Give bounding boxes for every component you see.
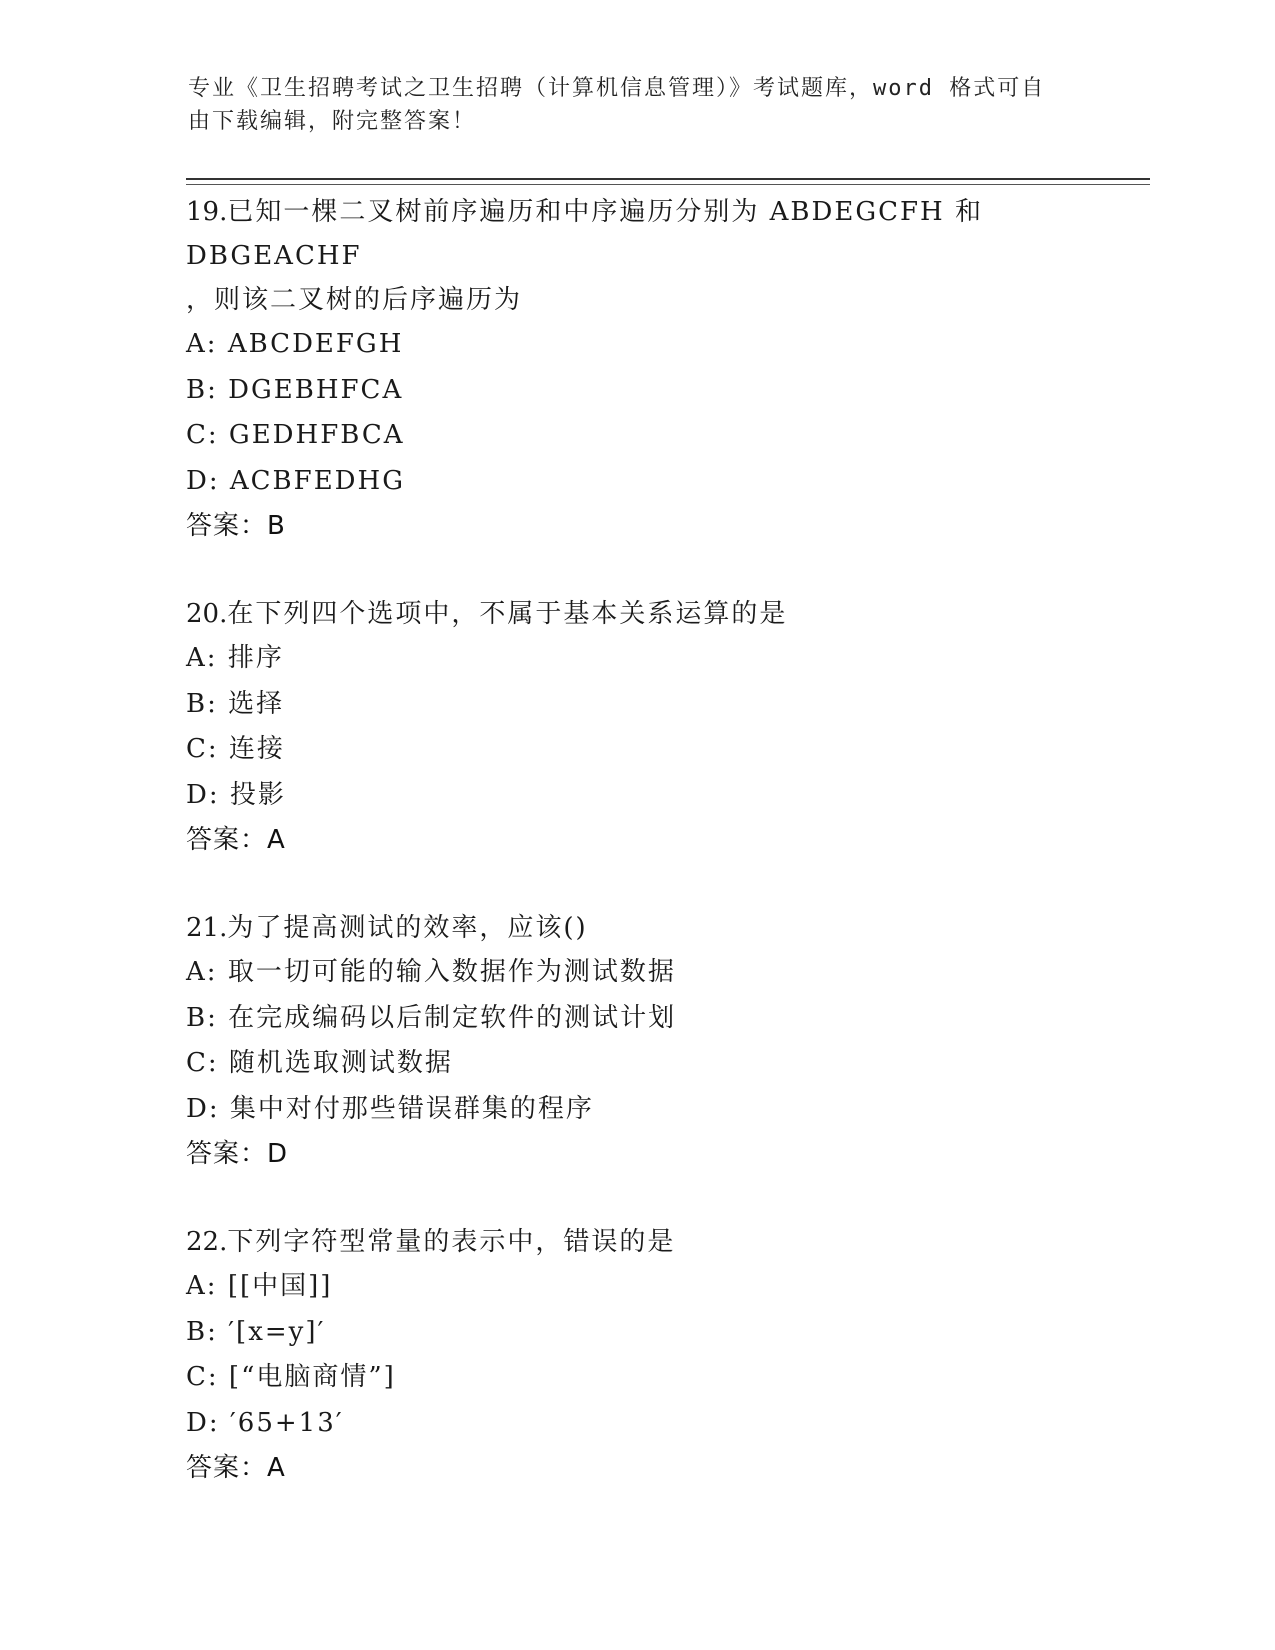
option-text: 投影 [229,779,286,810]
question-text-line-1: 在下列四个选项中，不属于基本关系运算的是 [227,599,788,629]
answer-line: 答案：D [186,1139,289,1169]
option-label: B: [186,688,218,719]
option-label: D: [186,1407,220,1438]
option-a [186,322,1086,368]
answer-line: 答案：A [186,1453,286,1483]
option-text: 排序 [227,643,284,673]
question-number: 21. [186,913,228,943]
option-d [186,459,1086,505]
option-label: C: [186,420,219,450]
question-text-line-1: 已知一棵二叉树前序遍历和中序遍历分别为 ABDEGCFH 和 DBGEACHF [186,197,983,271]
question-22 [186,1220,1086,1490]
option-label: C: [186,734,219,764]
option-text: [[中国]] [227,1271,333,1301]
option-label: C: [186,1362,219,1392]
option-label: B: [186,1002,218,1033]
option-label: A: [186,1271,218,1301]
option-a [186,636,1086,682]
option-label: A: [186,957,218,987]
question-20 [186,592,1086,862]
option-text: GEDHFBCA [228,420,405,450]
option-b [186,682,1086,728]
header-divider-thick [186,178,1150,180]
question-spacer [186,548,1086,592]
option-d [186,773,1086,819]
option-label: D: [186,465,220,496]
question-text-line-2: ，则该二叉树的后序遍历为 [186,285,523,315]
option-text: ′[x=y]′ [228,1316,326,1347]
option-text: [“电脑商情”] [228,1362,396,1392]
option-text: 取一切可能的输入数据作为测试数据 [227,957,676,987]
option-d [186,1087,1086,1133]
question-stem [186,592,1086,636]
option-label: B: [186,1316,218,1347]
option-text: 随机选取测试数据 [228,1048,453,1078]
option-label: A: [186,643,218,673]
option-text: ACBFEDHG [229,465,405,496]
option-label: B: [186,374,218,405]
option-label: C: [186,1048,219,1078]
option-a [186,950,1086,996]
question-stem [186,906,1086,950]
question-stem [186,1220,1086,1264]
question-text-line-1: 下列字符型常量的表示中，错误的是 [227,1227,676,1257]
answer-line: 答案：A [186,825,286,855]
option-b [186,1310,1086,1356]
header-line-2: 由下载编辑，附完整答案！ [188,109,477,134]
question-21 [186,906,1086,1176]
answer-line: 答案：B [186,511,286,541]
option-text: 在完成编码以后制定软件的测试计划 [228,1002,677,1033]
question-19 [186,190,1086,548]
option-text: ABCDEFGH [227,329,404,359]
question-spacer [186,1176,1086,1220]
header-divider-thin [186,184,1150,185]
option-c [186,1041,1086,1087]
question-text-line-1: 为了提高测试的效率，应该() [227,913,588,943]
option-c [186,1355,1086,1401]
option-c [186,727,1086,773]
option-text: ′65+13′ [229,1407,344,1438]
header-line-1: 专业《卫生招聘考试之卫生招聘（计算机信息管理）》考试题库，word 格式可自 [188,76,1046,101]
question-number: 22. [186,1227,228,1257]
question-number: 19. [186,197,228,227]
option-label: D: [186,1093,220,1124]
question-spacer [186,862,1086,906]
option-c [186,413,1086,459]
option-text: 选择 [228,688,285,719]
option-text: 集中对付那些错误群集的程序 [229,1093,594,1124]
option-label: D: [186,779,220,810]
option-d [186,1401,1086,1447]
option-b [186,368,1086,414]
option-text: DGEBHFCA [228,374,404,405]
document-header [188,72,1068,138]
option-b [186,996,1086,1042]
option-text: 连接 [228,734,285,764]
option-label: A: [186,329,218,359]
question-list [186,190,1086,1490]
question-stem [186,190,1086,278]
option-a [186,1264,1086,1310]
question-number: 20. [186,599,228,629]
